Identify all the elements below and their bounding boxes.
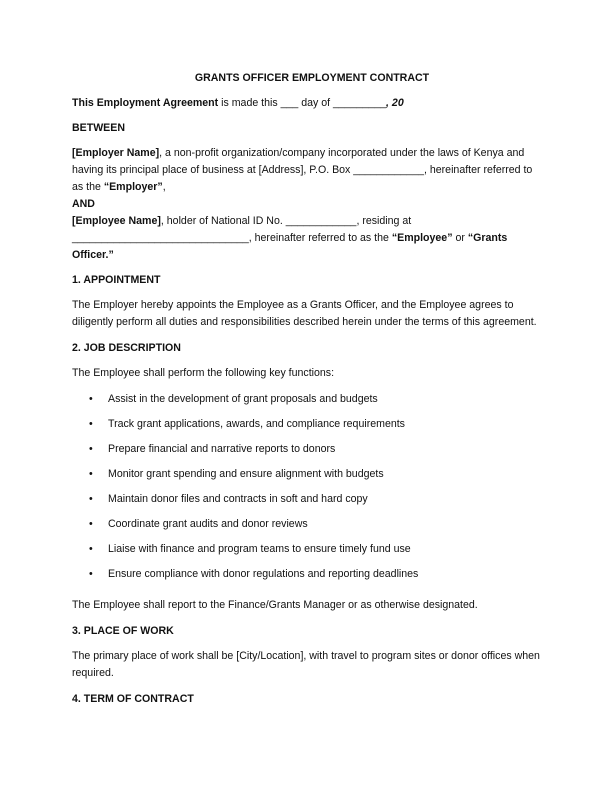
- and-heading: AND: [72, 198, 95, 210]
- list-item: • Track grant applications, awards, and compliance requirements: [72, 416, 542, 441]
- place-of-work-heading: 3. PLACE OF WORK: [72, 625, 174, 637]
- list-item: • Coordinate grant audits and donor reviews: [72, 516, 542, 541]
- intro-text: is made this ___ day of _________: [218, 97, 387, 109]
- document-page: [72, 70, 542, 716]
- employer-ref: “Employer”: [103, 181, 163, 193]
- intro-year: , 20: [386, 97, 404, 109]
- list-item: • Monitor grant spending and ensure alignment with budgets: [72, 466, 542, 491]
- employee-paragraph: [72, 213, 542, 264]
- intro-paragraph: [72, 95, 542, 112]
- between-heading: BETWEEN: [72, 122, 125, 134]
- appointment-body: The Employer hereby appoints the Employee as a Grants Officer, and the Employee agrees to diligently perform all duties and responsibilities described herein under the terms of this agreement.: [72, 299, 537, 328]
- employer-text: , a non-profit organization/company incorporated under the laws of Kenya and having its principal place of business at [Address], P.O. Box ____________, hereinafter referred to as the: [72, 147, 533, 193]
- employee-ref: “Employee”: [391, 232, 453, 244]
- list-item: • Ensure compliance with donor regulations and reporting deadlines: [72, 566, 542, 591]
- employee-text: , holder of National ID No. ____________, residing at ______________________________, hereinafter referred to as the: [72, 215, 412, 244]
- list-item: • Liaise with finance and program teams to ensure timely fund use: [72, 541, 542, 566]
- term-of-contract-heading: 4. TERM OF CONTRACT: [72, 693, 194, 705]
- employer-text-end: ,: [162, 181, 166, 193]
- job-description-closing: The Employee shall report to the Finance/Grants Manager or as otherwise designated.: [72, 599, 478, 611]
- place-of-work-body: The primary place of work shall be [City/Location], with travel to program sites or donor offices when required.: [72, 650, 540, 679]
- document-title: GRANTS OFFICER EMPLOYMENT CONTRACT: [194, 72, 430, 84]
- job-description-lead: The Employee shall perform the following key functions:: [72, 367, 335, 379]
- employee-or: or: [452, 232, 468, 244]
- employee-name: [Employee Name]: [72, 215, 161, 227]
- appointment-heading: 1. APPOINTMENT: [72, 274, 161, 286]
- employer-paragraph: [72, 145, 542, 196]
- list-item: • Maintain donor files and contracts in soft and hard copy: [72, 491, 542, 516]
- list-item: • Assist in the development of grant proposals and budgets: [72, 391, 542, 416]
- intro-bold: This Employment Agreement: [72, 97, 219, 109]
- grants-officer-ref: “Grants Officer.”: [72, 232, 508, 261]
- job-description-heading: 2. JOB DESCRIPTION: [72, 342, 181, 354]
- list-item: • Prepare financial and narrative reports to donors: [72, 441, 542, 466]
- employer-name: [Employer Name]: [72, 147, 160, 159]
- job-functions-list: [72, 391, 542, 591]
